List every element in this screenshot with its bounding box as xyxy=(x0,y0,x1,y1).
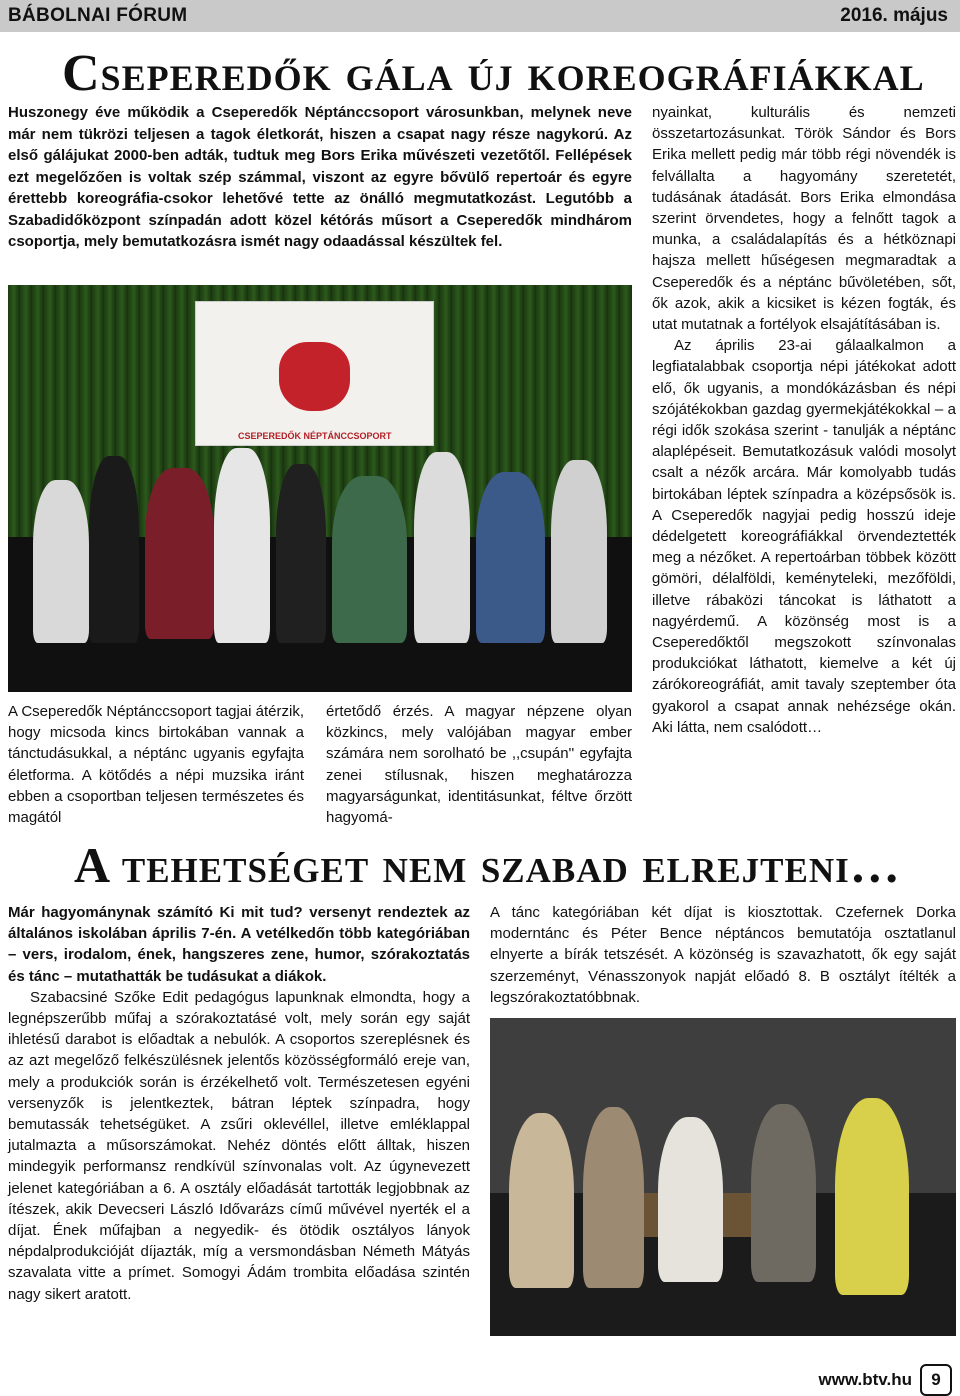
article2-left-column xyxy=(8,902,470,1305)
performer xyxy=(509,1113,574,1288)
header-bar xyxy=(0,0,960,32)
dancer xyxy=(33,480,89,643)
performer xyxy=(658,1117,723,1282)
article1-lead-text: Huszonegy éve működik a Cseperedők Néptánccsoport városunkban, melynek neve már nem tükrözi teljesen a tagok életkorát, hiszen a csapat nagy része nagykorú. Az első gálájukat 2000-ben adták, tudtuk meg Bors Erika művészeti vezetőtől. Fellépések ezt megelőzően is voltak szép számmal, viszont az egyre bővülő repertoár és egyre érettebb koreográfia-csokor lehetővé tette az önálló megmutatkozást. Legutóbb a Szabadidőközpont színpadán adott közel kétórás műsort a Cseperedők mindhárom csoportja, mely bemutatkozásra ismét nagy odaadással készültek fel. xyxy=(8,104,632,250)
article1-col3-paragraph-2: Az április 23-ai gálaalkalmon a legfiatalabbak csoportja népi játékokat adott elő, ők ugyanis, a mondókázásban és népi szójátékokban gazdag gyermekjátékokkal – a régi idők szokása szerint - tanulják a néptánc alaplépéseit. Bemutatkozásuk valódi mosolyt csalt a nézők arcára. Már komolyabb tudás birtokában léptek színpadra a középsősök is. A Cseperedők nagyjai pedig hosszú ideje dédelgetett koreográfiákkal örvendeztették meg a nézőket. A repertoárban többek között gömöri, délalföldi, keményteleki, mezőföldi, illetve rábaközi táncokat is láthatott a nagyérdemű. A közönség most is a Cseperedőktől megszokott színvonalas produkciókat láthatott, kiemelve a két új zárókoreográfiát, amit tavaly szeptember óta gyakorol a csapat annak nehézsége okán. Aki látta, nem csalódott… xyxy=(652,337,956,736)
performer xyxy=(583,1107,644,1288)
article2-lead-text: Már hagyománynak számító Ki mit tud? versenyt rendeztek az általános iskolában április 7-én. A vetélkedőn több kategóriában – vers, irodalom, ének, hangszeres zene, humor, szórakoztatás és tánc – mutathatták be tudásukat a diákok. xyxy=(8,904,470,985)
dancer xyxy=(145,468,214,639)
article1-col1-text: A Cseperedők Néptánccsoport tagjai átérzik, hogy micsoda kincs birtokában vannak a tánctudásukkal, a néptánc ugyanis egyfajta életforma. A kötődés a népi muzsika iránt ebben a csoportban teljesen természetes és magától xyxy=(8,703,304,827)
dancer xyxy=(332,476,407,643)
heart-emblem xyxy=(279,342,350,410)
website-url: www.btv.hu xyxy=(818,1370,912,1389)
talent-show-photo xyxy=(490,1018,956,1336)
dancer xyxy=(476,472,545,643)
article2-right-column xyxy=(490,902,956,1008)
publication-name: BÁBOLNAI FÓRUM xyxy=(8,5,188,26)
group-banner xyxy=(195,301,434,445)
article1-column-3 xyxy=(652,102,956,738)
article2-title: A tehetséget nem szabad elrejteni… xyxy=(74,837,901,893)
dance-photo xyxy=(8,285,632,692)
article1-lead xyxy=(8,102,632,253)
article1-title: Cseperedők gála új koreográfiákkal xyxy=(62,45,925,102)
article2-body-text: Szabacsiné Szőke Edit pedagógus lapunknak elmondta, hogy a legnépszerűbb műfaj a szórakoztatásé volt, mely során egy saját ihletésű darabot is előadtak a nebulók. A csoportos szereplésnek és az azt megelőző felkészülésnek jelentős közösségformáló ereje van, mely a produkciók során is érzékelhető volt. Természetesen egyéni versenyzők is jelentkeztek, bátran léptek színpadra, hogy bemutassák tehetségüket. A zsűri oklevéllel, illetve emléklappal jutalmazta a műsorszámokat. Nehéz döntés előtt álltak, hiszen mindegyik performansz rendkívül színvonalas volt. Az úgynevezett jelenet kategóriában a 6. A osztály előadását tartották legjobbnak az ítészek, akik Devecseri László Idővarázs című művével nyerték el a díjat. Ének műfajban a negyedik- és ötödik osztályos lányok népdalprodukcióját díjazták, míg a versmondásban Németh Mátyás szavalata vitte a prímet. Somogyi Ádám trombita előadása szintén nagy sikert aratott. xyxy=(8,988,470,1303)
performer xyxy=(835,1098,910,1295)
article2-right-text: A tánc kategóriában két díjat is kiosztottak. Czefernek Dorka moderntánc és Péter Bence néptáncos bemutatója osztatlanul elnyerte a bírák tetszését. A közönség is szavazhatott, ők egy saját szerzeményt, Vénasszonyok napját előadó 8. B osztályt ítélték a legszórakoztatóbbnak. xyxy=(490,904,956,1006)
page-number: 9 xyxy=(920,1364,952,1396)
performer xyxy=(751,1104,816,1282)
issue-date: 2016. május xyxy=(840,5,948,26)
article1-column-1 xyxy=(8,701,304,828)
dancer xyxy=(89,456,139,643)
dancer xyxy=(551,460,607,643)
banner-text: CSEPEREDŐK NÉPTÁNCCSOPORT xyxy=(237,430,392,441)
dancer xyxy=(276,464,326,643)
dancer xyxy=(414,452,470,643)
article1-column-2 xyxy=(326,701,632,828)
dancer xyxy=(214,448,270,643)
article1-col3-paragraph-1: nyainkat, kulturális és nemzeti összetartozásunkat. Török Sándor és Bors Erika mellett pedig már több régi növendék is felvállalta a hagyomány szeretetét, tudásának átadását. Bors Erika elmondása szerint örvendetes, hogy a felnőtt tagok a munka, a családalapítás és a hétköznapi hajsza mellett hűségesen megmaradtak a Cseperedők és a néptánc bűvöletében, sőt, ők azok, akik a kicsiket is kézen fogták, és utat mutatnak a fortélyok elsajátításában is. xyxy=(652,104,956,334)
article1-col2-text: értetődő érzés. A magyar népzene olyan közkincs, mely valójában magyar ember számára nem sorolható be ,,csupán'' egyfajta zenei stílusnak, hiszen meghatározza magyarságunkat, identitásunkat, féltve őrzött hagyomá- xyxy=(326,703,632,827)
